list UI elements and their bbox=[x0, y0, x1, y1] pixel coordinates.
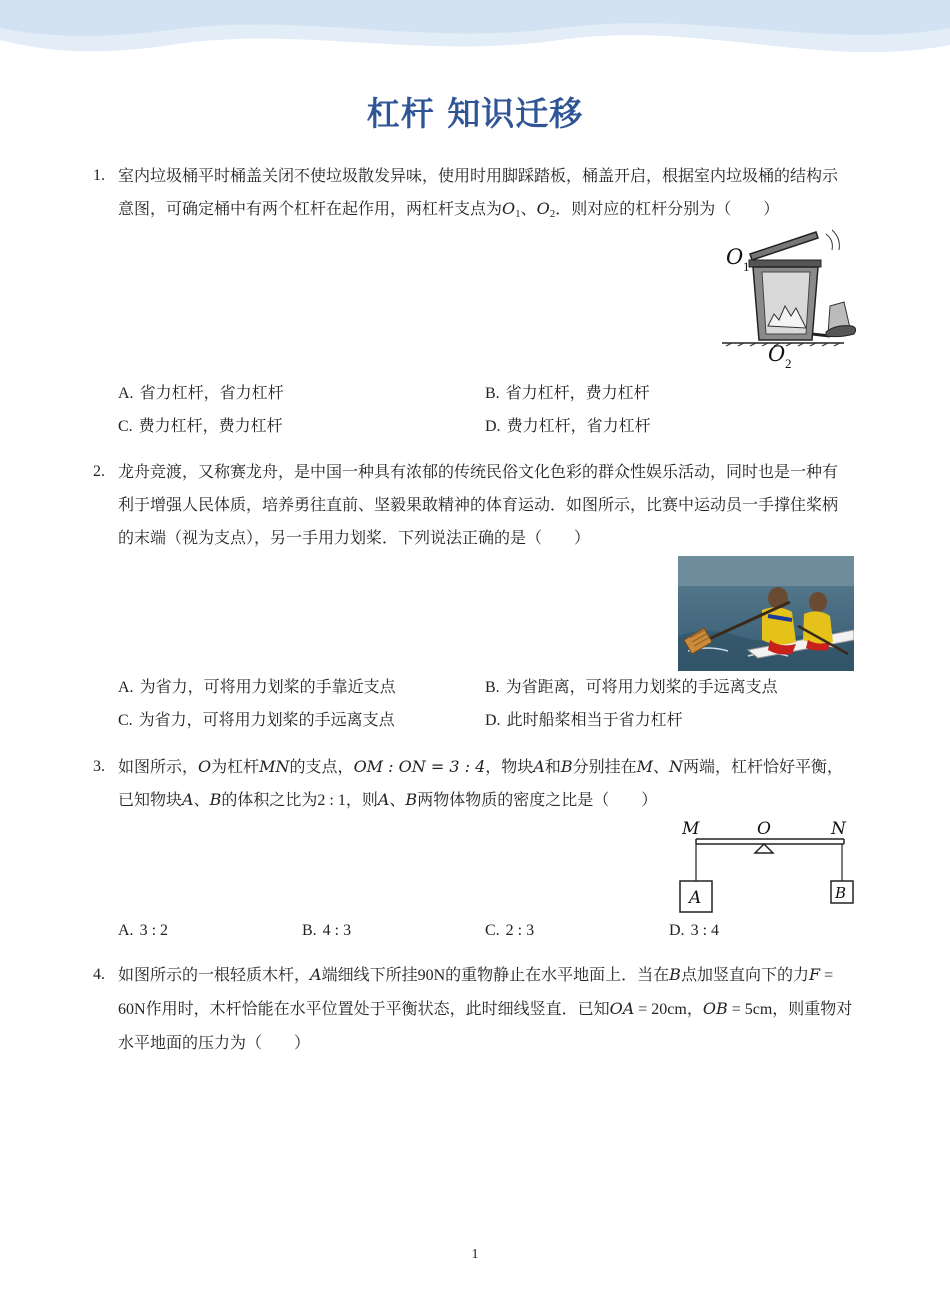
q3-option-d[interactable]: D. 3 : 4 bbox=[669, 922, 720, 939]
question-number: 3. bbox=[93, 758, 105, 775]
label-o2: O bbox=[768, 342, 786, 366]
page-title: 杠杆 知识迁移 bbox=[366, 94, 584, 133]
block-a-label: A bbox=[689, 888, 702, 908]
question-1 bbox=[93, 159, 853, 231]
block-b-label: B bbox=[835, 884, 847, 902]
q1-option-d[interactable]: D. 费力杠杆，省力杠杆 bbox=[485, 416, 651, 435]
trash-bin-figure bbox=[718, 226, 858, 372]
q3-option-b[interactable]: B. 4 : 3 bbox=[302, 922, 352, 939]
q3-option-a[interactable]: A. 3 : 2 bbox=[118, 922, 169, 939]
question-stem: 龙舟竞渡，又称赛龙舟，是中国一种具有浓郁的传统民俗文化色彩的群众性娱乐活动，同时也是一种有利于增强人民体质，培养勇往直前、坚毅果敢精神的体育运动．如图所示，比赛中运动员一手撑住桨柄的末端（视为支点），另一手用力划桨．下列说法正确的是（ ） bbox=[118, 462, 839, 547]
q2-option-d[interactable]: D. 此时船桨相当于省力杠杆 bbox=[485, 710, 683, 729]
rowing-photo bbox=[678, 556, 854, 671]
header-wave bbox=[0, 0, 950, 80]
q2-option-b[interactable]: B. 为省距离，可将用力划桨的手远离支点 bbox=[485, 677, 778, 696]
label-m: M bbox=[682, 819, 700, 839]
label-o1-sub: 1 bbox=[743, 259, 750, 274]
question-4 bbox=[93, 958, 853, 1059]
lever-mn-figure bbox=[676, 815, 858, 917]
label-o2-sub: 2 bbox=[785, 356, 792, 371]
q1-option-c[interactable]: C. 费力杠杆，费力杠杆 bbox=[118, 416, 283, 435]
label-o: O bbox=[757, 819, 771, 839]
question-3 bbox=[93, 750, 853, 817]
label-o1: O bbox=[726, 245, 744, 269]
question-stem: 室内垃圾桶平时桶盖关闭不使垃圾散发异味，使用时用脚踩踏板，桶盖开启，根据室内垃圾桶的结构示意图，可确定桶中有两个杠杆在起作用，两杠杆支点为$O_1$、$O_2$．则对应的杠杆分别为（ ） bbox=[118, 166, 839, 220]
page-number: 1 bbox=[471, 1247, 479, 1262]
question-stem: 如图所示，O为杠杆MN的支点，OM : ON = 3 : 4，物块A和B分别挂在M、N两端，杠杆恰好平衡，已知物块A、B的体积之比为2 : 1，则A、B两物体物质的密度之比是（ ） bbox=[118, 757, 844, 809]
q2-option-c[interactable]: C. 为省力，可将用力划桨的手远离支点 bbox=[118, 710, 395, 729]
label-n: N bbox=[831, 819, 846, 839]
question-number: 2. bbox=[93, 463, 105, 480]
question-number: 4. bbox=[93, 966, 105, 983]
question-stem: 如图所示的一根轻质木杆，A端细线下所挂90N的重物静止在水平地面上．当在B点加竖直向下的力F = 60N作用时，木杆恰能在水平位置处于平衡状态，此时细线竖直．已知OA = 20cm，OB = 5cm，则重物对水平地面的压力为（ ） bbox=[118, 965, 853, 1052]
q1-option-b[interactable]: B. 省力杠杆，费力杠杆 bbox=[485, 383, 650, 402]
question-number: 1. bbox=[93, 167, 105, 184]
question-2 bbox=[93, 455, 853, 554]
q3-option-c[interactable]: C. 2 : 3 bbox=[485, 922, 535, 939]
q2-option-a[interactable]: A. 为省力，可将用力划桨的手靠近支点 bbox=[118, 677, 396, 696]
q1-option-a[interactable]: A. 省力杠杆，省力杠杆 bbox=[118, 383, 284, 402]
